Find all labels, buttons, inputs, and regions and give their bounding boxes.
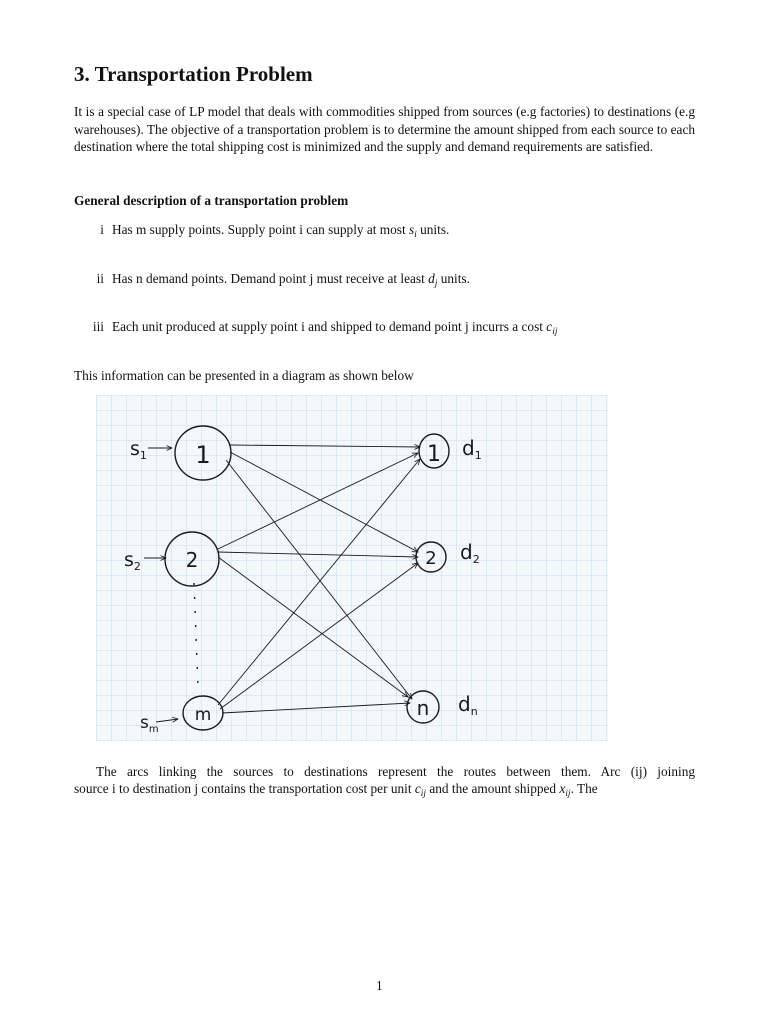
list-item-number: i bbox=[100, 222, 104, 237]
source-label-2: 2 bbox=[185, 548, 199, 572]
list-item-symbol: c bbox=[546, 319, 553, 334]
list-item-number: ii bbox=[96, 271, 104, 286]
supply-label-2: $s_2$ bbox=[124, 549, 141, 573]
demand-label-n: $d_n$ bbox=[458, 692, 478, 718]
closing-line-1: The arcs linking the sources to destinations represent the routes between them. Arc (ij) joining bbox=[96, 764, 695, 779]
subsection-title: General description of a transportation problem bbox=[74, 193, 349, 208]
closing-text-a: source i to destination j contains the transportation cost per unit bbox=[74, 781, 412, 796]
list-item bbox=[96, 221, 449, 244]
page-number: 1 bbox=[376, 978, 383, 993]
amount-symbol: x bbox=[559, 781, 566, 796]
destination-label-n: n bbox=[416, 696, 430, 720]
section-title: 3. Transportation Problem bbox=[74, 62, 313, 86]
supply-label-m: $s_m$ bbox=[140, 713, 159, 735]
list-item-symbol: s bbox=[408, 222, 415, 237]
list-item-symbol: d bbox=[428, 271, 435, 286]
demand-label-2: $d_2$ bbox=[460, 540, 480, 566]
list-item-after: units. bbox=[416, 222, 450, 237]
closing-line-2 bbox=[74, 780, 598, 803]
figure-intro: This information can be presented in a diagram as shown below bbox=[74, 368, 414, 383]
destination-label-2: 2 bbox=[425, 548, 437, 569]
amount-subscript: ij bbox=[565, 789, 571, 799]
list-item-after: units. bbox=[437, 271, 470, 286]
list-item-subscript: ij bbox=[552, 327, 558, 337]
list-item-text: Each unit produced at supply point i and shipped to demand point j incurrs a cost bbox=[112, 319, 543, 334]
closing-text-b: and the amount shipped bbox=[429, 781, 557, 796]
supply-label-1: $s_1$ bbox=[130, 438, 147, 462]
destination-label-1: 1 bbox=[427, 442, 441, 467]
demand-label-1: $d_1$ bbox=[462, 436, 482, 462]
transportation-network-diagram bbox=[96, 395, 608, 741]
list-item bbox=[93, 270, 470, 293]
list-item-number: iii bbox=[92, 319, 104, 334]
list-item-subscript: j bbox=[434, 279, 438, 289]
list-item-text: Has m supply points. Supply point i can supply at most bbox=[112, 222, 406, 237]
closing-text-c: . The bbox=[570, 781, 598, 796]
source-label-m: m bbox=[194, 705, 212, 725]
list-item bbox=[89, 318, 557, 341]
list-item-subscript: i bbox=[414, 230, 417, 240]
intro-paragraph: It is a special case of LP model that deals with commodities shipped from sources (e.g factories) to destinations (e.g warehouses). The objective of a transportation problem is to determine the amount shipped from each source to each destination where the total shipping cost is minimized and the supply and demand requirements are satisfied. bbox=[74, 104, 695, 154]
cost-subscript: ij bbox=[420, 789, 427, 799]
list-item-text: Has n demand points. Demand point j must receive at least bbox=[112, 271, 425, 286]
grid-lines bbox=[96, 395, 608, 741]
source-label-1: 1 bbox=[195, 441, 211, 469]
cost-symbol: c bbox=[414, 781, 421, 796]
